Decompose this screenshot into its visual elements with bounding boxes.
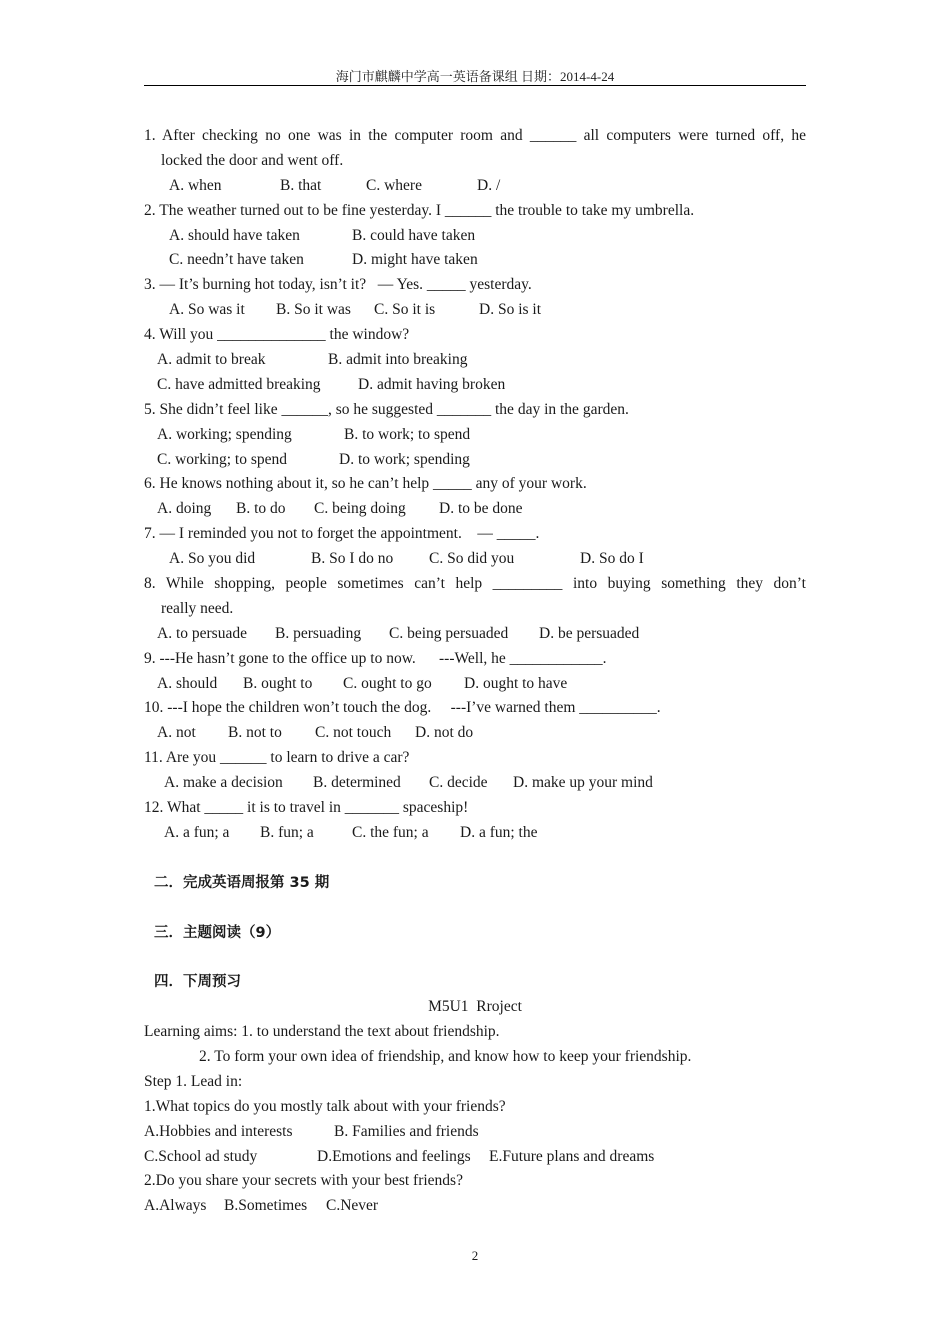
lead-in-question-1-options-cde: [144, 1145, 806, 1170]
question-8-stem-cont: really need.: [161, 599, 234, 617]
question-5-stem: 5. She didn’t feel like ______, so he suggested _______ the day in the garden.: [144, 400, 629, 418]
question-4-options-cd: [144, 373, 806, 398]
question-1-stem-cont: locked the door and went off.: [161, 151, 344, 169]
option-a: A. So was it: [169, 301, 245, 319]
option-d: D. to be done: [439, 500, 523, 518]
option-b: B. persuading: [275, 624, 362, 642]
learning-aims-2: 2. To form your own idea of friendship, and know how to keep your friendship.: [199, 1047, 692, 1065]
spacer: [144, 846, 806, 871]
question-2-options-cd: [144, 248, 806, 273]
option-c: C. working; to spend: [157, 450, 288, 468]
question-4-options-ab: [144, 348, 806, 373]
section-2-heading: 二．完成英语周报第 35 期: [154, 874, 330, 891]
option-d: D. be persuaded: [539, 624, 640, 642]
step-1-heading: Step 1. Lead in:: [144, 1072, 243, 1090]
option-a: A. should have taken: [169, 226, 300, 244]
option-d: D. not do: [415, 724, 474, 742]
question-5-options-ab: [144, 423, 806, 448]
option-d: D. might have taken: [352, 251, 478, 269]
option-c: C. being doing: [314, 500, 406, 518]
lead-in-question-1: 1.What topics do you mostly talk about with your friends?: [144, 1097, 506, 1115]
option-c: C.Never: [326, 1197, 379, 1215]
option-b: B. that: [280, 176, 322, 194]
option-a: A. admit to break: [157, 351, 266, 369]
question-6-stem: 6. He knows nothing about it, so he can’t help _____ any of your work.: [144, 475, 587, 493]
option-c: C. needn’t have taken: [169, 251, 304, 269]
option-b: B. to work; to spend: [344, 425, 471, 443]
spacer: [144, 896, 806, 921]
option-a: A.Always: [144, 1197, 207, 1215]
question-8-stem: 8. While shopping, people sometimes can’t help _________ into buying something they don’t: [144, 575, 806, 593]
question-8-options: [144, 622, 806, 647]
option-b: B. fun; a: [260, 823, 314, 841]
option-b: B. admit into breaking: [328, 351, 468, 369]
option-b: B.Sometimes: [224, 1197, 308, 1215]
option-d: D. make up your mind: [513, 774, 653, 792]
option-b: B. So I do no: [311, 550, 394, 568]
question-3-options: [144, 298, 806, 323]
question-10-stem: 10. ---I hope the children won’t touch the dog. ---I’ve warned them __________.: [144, 699, 661, 717]
option-d: D.Emotions and feelings: [317, 1147, 471, 1165]
question-2-options-ab: [144, 224, 806, 249]
option-c: C. the fun; a: [352, 823, 429, 841]
option-a: A. not: [157, 724, 196, 742]
learning-aims-1: Learning aims: 1. to understand the text about friendship.: [144, 1023, 500, 1041]
option-a: A. make a decision: [164, 774, 283, 792]
option-a: A. working; spending: [157, 425, 292, 443]
option-b: B. not to: [228, 724, 282, 742]
header-rule: [144, 85, 806, 86]
option-d: D. admit having broken: [358, 375, 506, 393]
option-b: B. ought to: [243, 674, 313, 692]
lead-in-question-2-options: [144, 1194, 806, 1219]
question-10-options: [144, 721, 806, 746]
question-3-stem: 3. — It’s burning hot today, isn’t it? — Yes. _____ yesterday.: [144, 276, 532, 294]
question-1-options: [144, 174, 806, 199]
option-b: B. to do: [236, 500, 286, 518]
question-7-options: [144, 547, 806, 572]
question-9-stem: 9. ---He hasn’t gone to the office up to now. ---Well, he ____________.: [144, 649, 607, 667]
option-b: B. determined: [313, 774, 401, 792]
option-d: D. ought to have: [464, 674, 568, 692]
question-12-options: [144, 821, 806, 846]
option-c: C. have admitted breaking: [157, 375, 321, 393]
option-c: C. where: [366, 176, 422, 194]
question-2-stem: 2. The weather turned out to be fine yesterday. I ______ the trouble to take my umbrella.: [144, 201, 695, 219]
question-1-stem: 1. After checking no one was in the computer room and ______ all computers were turned off, he: [144, 127, 806, 144]
option-a: A. should: [157, 674, 218, 692]
option-e: E.Future plans and dreams: [489, 1147, 655, 1165]
question-9-options: [144, 672, 806, 697]
option-d: D. to work; spending: [339, 450, 470, 468]
option-c: C. being persuaded: [389, 624, 509, 642]
option-a: A. doing: [157, 500, 212, 518]
option-b: B. could have taken: [352, 226, 476, 244]
section-4-heading: 四．下周预习: [154, 974, 241, 991]
preview-title: M5U1 Rroject: [428, 998, 522, 1016]
question-12-stem: 12. What _____ it is to travel in _______ spaceship!: [144, 799, 469, 817]
option-a: A. So you did: [169, 550, 256, 568]
question-7-stem: 7. — I reminded you not to forget the appointment. — _____.: [144, 525, 540, 543]
option-c: C. ought to go: [343, 674, 432, 692]
option-d: D. /: [477, 176, 501, 194]
option-a: A.Hobbies and interests: [144, 1122, 293, 1140]
option-b: B. Families and friends: [334, 1122, 479, 1140]
option-c: C. not touch: [315, 724, 392, 742]
lead-in-question-2: 2.Do you share your secrets with your best friends?: [144, 1172, 463, 1190]
document-body: [144, 124, 806, 1219]
option-c: C. decide: [429, 774, 488, 792]
question-11-options: [144, 771, 806, 796]
page-header: 海门市麒麟中学高一英语备课组 日期：2014-4-24: [335, 69, 615, 84]
option-b: B. So it was: [276, 301, 351, 319]
option-d: D. a fun; the: [460, 823, 538, 841]
option-c: C. So did you: [429, 550, 515, 568]
option-a: A. to persuade: [157, 624, 247, 642]
option-c: C. So it is: [374, 301, 436, 319]
option-a: A. a fun; a: [164, 823, 230, 841]
section-3-heading: 三．主题阅读（9）: [154, 924, 281, 941]
option-d: D. So do I: [580, 550, 644, 568]
spacer: [144, 945, 806, 970]
question-11-stem: 11. Are you ______ to learn to drive a car?: [144, 749, 410, 767]
option-d: D. So is it: [479, 301, 542, 319]
option-a: A. when: [169, 176, 222, 194]
page-number: 2: [471, 1248, 479, 1263]
question-5-options-cd: [144, 448, 806, 473]
option-c: C.School ad study: [144, 1147, 258, 1165]
lead-in-question-1-options-ab: [144, 1120, 806, 1145]
question-6-options: [144, 497, 806, 522]
question-4-stem: 4. Will you ______________ the window?: [144, 326, 410, 344]
